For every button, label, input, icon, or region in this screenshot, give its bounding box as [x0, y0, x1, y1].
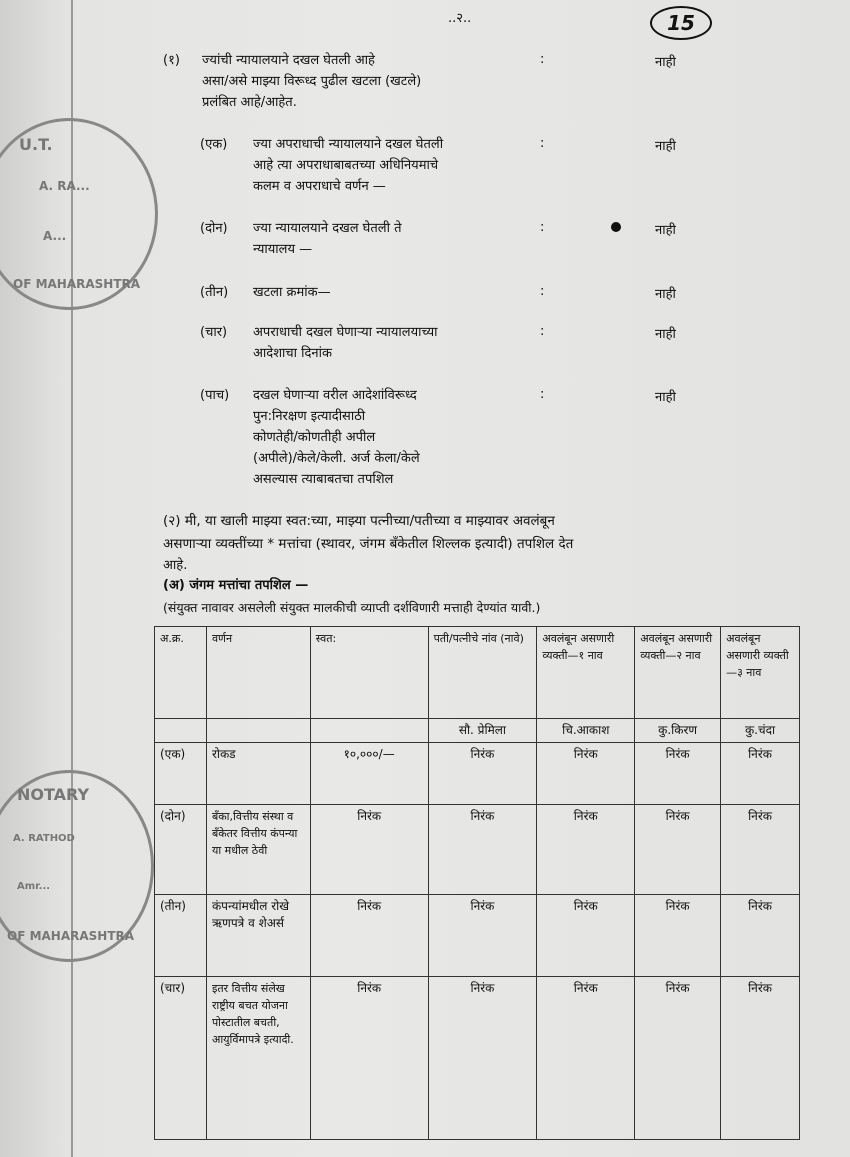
- section2-line1: (२) मी, या खाली माझ्या स्वत:च्या, माझ्या पत्नीच्या/पतीच्या व माझ्यावर अवलंबून: [163, 513, 555, 529]
- item-char-line1: अपराधाची दखल घेणाऱ्या न्यायालयाच्या: [253, 325, 438, 340]
- table-cell: निरंक: [537, 805, 635, 895]
- item-ek-number: (एक): [200, 137, 228, 152]
- table-cell: कंपन्यांमधील रोखे ऋणपत्रे व शेअर्स: [206, 895, 310, 977]
- item-main-answer: नाही: [655, 55, 676, 70]
- table-cell: (तीन): [155, 895, 207, 977]
- name-cell: चि.आकाश: [537, 719, 635, 743]
- item-teen-number: (तीन): [200, 285, 229, 300]
- item-char-colon: :: [540, 324, 545, 339]
- item-ek-colon: :: [540, 136, 545, 151]
- item-ek-line1: ज्या अपराधाची न्यायालयाने दखल घेतली: [253, 137, 444, 152]
- table-cell: इतर वित्तीय संलेख राष्ट्रीय बचत योजना पोस्टातील बचती, आयुर्विमापत्रे इत्यादी.: [206, 977, 310, 1140]
- section2-line2: असणाऱ्या व्यक्तींच्या * मत्तांचा (स्थावर, जंगम बॅंकेतील शिल्लक इत्यादी) तपशिल देत: [163, 536, 574, 552]
- table-cell: निरंक: [721, 977, 800, 1140]
- item-main-colon: :: [540, 52, 545, 67]
- item-don-line2: न्यायालय —: [253, 242, 313, 257]
- item-don-number: (दोन): [200, 221, 228, 236]
- table-names-row: [155, 719, 800, 743]
- table-cell: निरंक: [721, 805, 800, 895]
- header-cell: अवलंबून असणारी व्यक्ती—२ नाव: [635, 627, 721, 719]
- table-cell: निरंक: [721, 895, 800, 977]
- table-cell: निरंक: [310, 805, 428, 895]
- item-pach-answer: नाही: [655, 390, 676, 405]
- notary-stamp-bottom: [0, 770, 154, 962]
- table-cell: निरंक: [635, 743, 721, 805]
- table-cell: (चार): [155, 977, 207, 1140]
- item-teen-line1: खटला क्रमांक—: [253, 285, 331, 300]
- table-cell: निरंक: [537, 977, 635, 1140]
- table-header-row: [155, 627, 800, 719]
- table-cell: निरंक: [310, 895, 428, 977]
- name-cell: सौ. प्रेमिला: [428, 719, 537, 743]
- name-cell: [310, 719, 428, 743]
- item-main-line2: असा/असे माझ्या विरूध्द पुढील खटला (खटले): [202, 74, 422, 89]
- table-cell: निरंक: [310, 977, 428, 1140]
- item-teen-answer: नाही: [655, 287, 676, 302]
- item-main-line1: ज्यांची न्यायालयाने दखल घेतली आहे: [202, 53, 375, 68]
- notary-stamp-top: [0, 118, 158, 310]
- item-ek-line3: कलम व अपराधाचे वर्णन —: [253, 179, 386, 194]
- circled-page-number: 15: [650, 6, 712, 40]
- item-pach-colon: :: [540, 387, 545, 402]
- header-cell: पती/पत्नीचे नांव (नावे): [428, 627, 537, 719]
- table-row: [155, 805, 800, 895]
- stamp-top-line2: OF MAHARASHTRA: [13, 277, 141, 291]
- stamp-top-line4: A...: [43, 229, 67, 243]
- item-char-number: (चार): [200, 325, 228, 340]
- header-cell: अवलंबून असणारी व्यक्ती—३ नाव: [721, 627, 800, 719]
- header-cell: वर्णन: [206, 627, 310, 719]
- item-pach-line2: पुन:निरक्षण इत्यादीसाठी: [253, 409, 366, 424]
- name-cell: [155, 719, 207, 743]
- header-cell: अवलंबून असणारी व्यक्ती—१ नाव: [537, 627, 635, 719]
- table-cell: निरंक: [428, 743, 537, 805]
- name-cell: कु.चंदा: [721, 719, 800, 743]
- item-ek-line2: आहे त्या अपराधाबाबतच्या अधिनियमाचे: [253, 158, 439, 173]
- table-cell: निरंक: [428, 805, 537, 895]
- table-cell: निरंक: [635, 895, 721, 977]
- table-cell: निरंक: [537, 743, 635, 805]
- item-char-line2: आदेशाचा दिनांक: [253, 346, 332, 361]
- section2-note: (संयुक्त नावावर असलेली संयुक्त मालकीची व्याप्ती दर्शविणारी मत्ताही देण्यांत यावी.): [163, 600, 541, 615]
- stamp-bottom-line4: Amr...: [17, 881, 51, 892]
- table-row: [155, 743, 800, 805]
- ink-dot: [611, 222, 621, 232]
- table-row: [155, 977, 800, 1140]
- item-don-line1: ज्या न्यायालयाने दखल घेतली ते: [253, 221, 402, 236]
- name-cell: कु.किरण: [635, 719, 721, 743]
- stamp-bottom-line3: A. RATHOD: [13, 833, 75, 844]
- item-pach-line5: असल्यास त्याबाबतचा तपशिल: [253, 472, 394, 487]
- table-cell: रोकड: [206, 743, 310, 805]
- table-cell: (एक): [155, 743, 207, 805]
- table-cell: निरंक: [428, 895, 537, 977]
- stamp-bottom-line1: NOTARY: [17, 785, 90, 804]
- table-row: [155, 895, 800, 977]
- header-cell: अ.क्र.: [155, 627, 207, 719]
- movable-assets-table: [154, 626, 800, 1140]
- item-pach-line3: कोणतेही/कोणतीही अपील: [253, 430, 376, 445]
- table-cell: निरंक: [635, 977, 721, 1140]
- stamp-bottom-line2: OF MAHARASHTRA: [7, 929, 135, 943]
- header-cell: स्वत:: [310, 627, 428, 719]
- section2-subheading: (अ) जंगम मत्तांचा तपशिल —: [163, 578, 309, 593]
- stamp-top-line3: A. RA...: [39, 179, 90, 193]
- item-pach-line1: दखल घेणाऱ्या वरील आदेशांविरूध्द: [253, 388, 417, 403]
- table-cell: निरंक: [428, 977, 537, 1140]
- table-cell: निरंक: [537, 895, 635, 977]
- item-pach-line4: (अपीले)/केले/केली. अर्ज केला/केले: [253, 451, 420, 466]
- item-teen-colon: :: [540, 284, 545, 299]
- item-main-line3: प्रलंबित आहे/आहेत.: [202, 95, 297, 110]
- table-cell: १०,०००/—: [310, 743, 428, 805]
- name-cell: [206, 719, 310, 743]
- table-cell: बॅंका,वित्तीय संस्था व बॅंकेतर वित्तीय कंपन्या या मधील ठेवी: [206, 805, 310, 895]
- item-main-number: (१): [163, 53, 180, 68]
- item-pach-number: (पाच): [200, 388, 230, 403]
- page-number: ..२..: [448, 11, 472, 26]
- item-don-answer: नाही: [655, 223, 676, 238]
- table-cell: (दोन): [155, 805, 207, 895]
- item-ek-answer: नाही: [655, 139, 676, 154]
- table-cell: निरंक: [721, 743, 800, 805]
- table-cell: निरंक: [635, 805, 721, 895]
- section2-line3: आहे.: [163, 558, 188, 573]
- item-char-answer: नाही: [655, 327, 676, 342]
- stamp-top-line1: U.T.: [19, 135, 53, 154]
- item-don-colon: :: [540, 220, 545, 235]
